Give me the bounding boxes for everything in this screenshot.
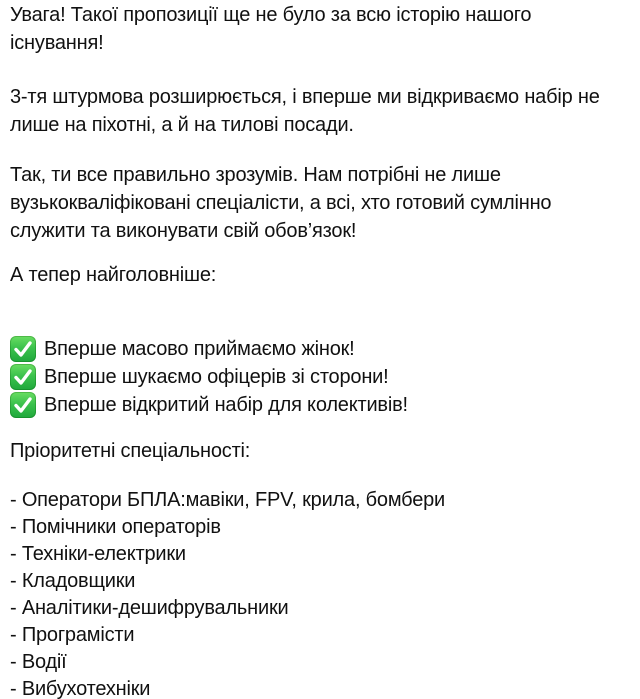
text-line: існування!	[10, 32, 104, 54]
priority-list	[10, 487, 632, 699]
list-item: - Помічники операторів	[10, 516, 221, 538]
check-mark-button-icon	[10, 392, 36, 418]
text-line: 3-тя штурмова розширюється, і вперше ми відкриваємо набір не	[10, 86, 600, 108]
text-line: А тепер найголовніше:	[10, 264, 217, 286]
list-item: - Вибухотехніки	[10, 678, 151, 699]
check-mark-button-icon	[10, 336, 36, 362]
text-line: Увага! Такої пропозиції ще не було за всю історію нашого	[10, 4, 532, 26]
check-mark-button-icon	[10, 364, 36, 390]
checklist-item-label: Вперше відкритий набір для колективів!	[44, 394, 408, 416]
list-item: - Кладовщики	[10, 570, 136, 592]
paragraph-most-important	[10, 261, 632, 289]
text-line: служити та виконувати свій обов’язок!	[10, 220, 357, 242]
list-item: - Програмісти	[10, 624, 135, 646]
paragraph-expansion	[10, 83, 632, 139]
checklist-item	[10, 391, 632, 419]
priorities-heading	[10, 437, 632, 465]
text-line: вузькокваліфіковані спеціалісти, а всі, хто готовий сумлінно	[10, 192, 552, 214]
checklist-item-label: Вперше масово приймаємо жінок!	[44, 338, 355, 360]
checklist-item	[10, 335, 632, 363]
list-item: - Аналітики-дешифрувальники	[10, 597, 289, 619]
paragraph-specialists	[10, 161, 632, 245]
list-item: - Оператори БПЛА:мавіки, FPV, крила, бомбери	[10, 489, 446, 511]
list-item: - Водії	[10, 651, 67, 673]
list-item: - Техніки-електрики	[10, 543, 186, 565]
checklist-item	[10, 363, 632, 391]
checklist	[10, 335, 632, 419]
text-line: лише на піхотні, а й на тилові посади.	[10, 114, 354, 136]
paragraph-intro	[10, 1, 632, 57]
text-line: Пріоритетні спеціальності:	[10, 440, 251, 462]
checklist-item-label: Вперше шукаємо офіцерів зі сторони!	[44, 366, 389, 388]
text-line: Так, ти все правильно зрозумів. Нам потрібні не лише	[10, 164, 501, 186]
